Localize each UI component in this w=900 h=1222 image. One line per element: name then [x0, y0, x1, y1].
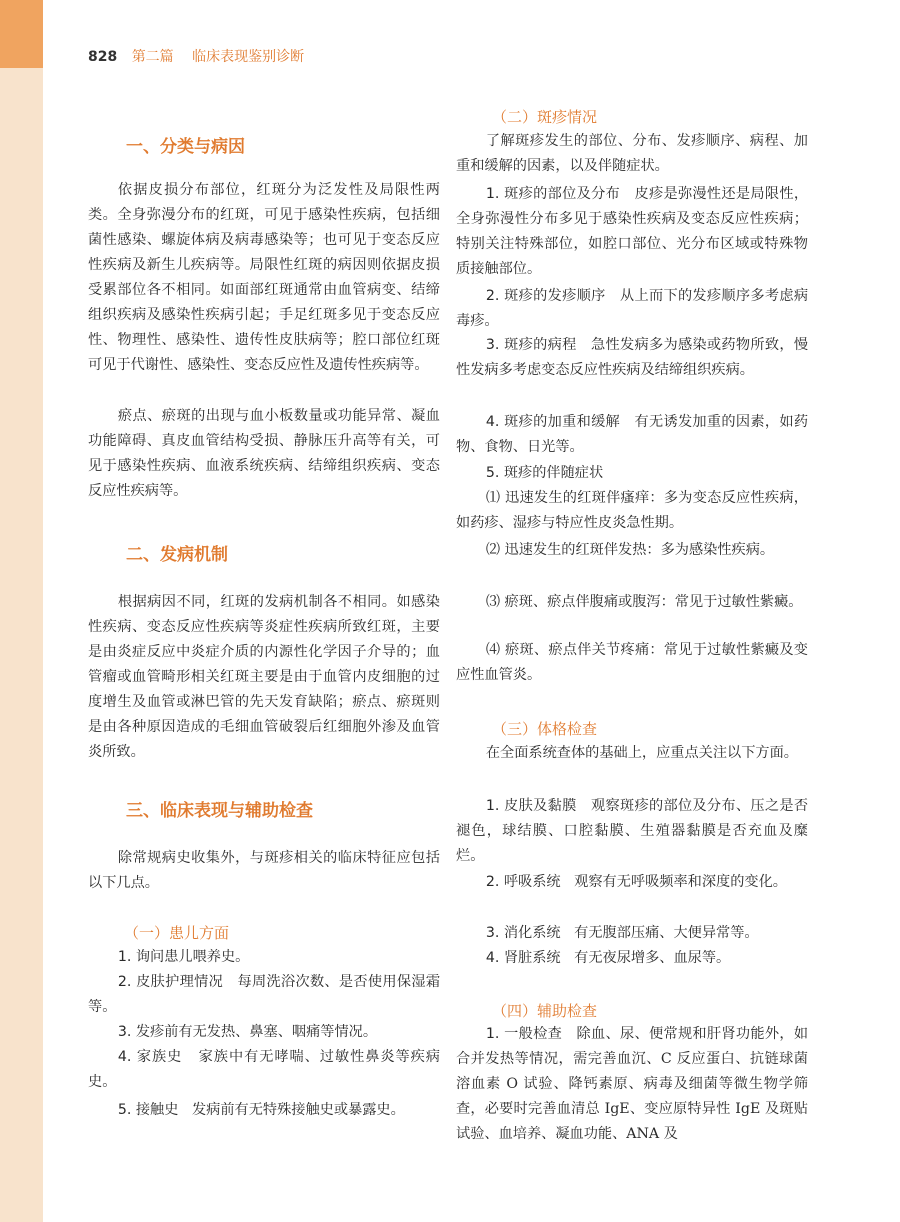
list-item [88, 1020, 440, 1045]
item-text: 观察有无呼吸频率和深度的变化。 [574, 874, 787, 890]
list-item [456, 333, 808, 383]
item-text: 发病前有无特殊接触史或暴露史。 [191, 1102, 405, 1118]
paragraph: 除常规病史收集外，与斑疹相关的临床特征应包括以下几点。 [88, 850, 440, 891]
item-text: 有无夜尿增多、血尿等。 [574, 950, 731, 966]
paragraph: 了解斑疹发生的部位、分布、发疹顺序、病程、加重和缓解的因素，以及伴随症状。 [456, 133, 808, 174]
list-item [88, 970, 440, 1020]
item-label: 3. 消化系统 [485, 925, 561, 941]
subsection-title: （三）体格检查 [492, 720, 598, 738]
item-text: 有无腹部压痛、大便异常等。 [574, 925, 759, 941]
item-text: 有无诱发加重的因素，如药物、食物、日光等。 [456, 414, 809, 455]
item-label: 4. 斑疹的加重和缓解 [485, 414, 621, 430]
item-text: 观察斑疹的部位及分布、压之是否褪色，球结膜、口腔黏膜、生殖器黏膜是否充血及糜烂。 [456, 798, 809, 864]
section-title: 二、发病机制 [126, 545, 228, 565]
list-item [456, 1022, 808, 1147]
item-text: 急性发病多为感染或药物所致，慢性发病多考虑变态反应性疾病及结缔组织疾病。 [456, 337, 809, 378]
section-title: 一、分类与病因 [126, 137, 245, 157]
list-item [456, 182, 808, 282]
chapter-title: 临床表现鉴别诊断 [192, 49, 305, 65]
symptom-item: ⑶ 瘀斑、瘀点伴腹痛或腹泻：常见于过敏性紫癜。 [485, 594, 803, 610]
item-label: 2. 斑疹的发疹顺序 [485, 288, 606, 304]
item-label: 1. 询问患儿喂养史。 [117, 949, 250, 965]
item-text: 除血、尿、便常规和肝肾功能外，如合并发热等情况，需完善血沉、C 反应蛋白、抗链球菌溶血素 O 试验、降钙素原、病毒及细菌等微生物学筛查，必要时完善血清总 IgE、变应原特异性 IgE 及斑贴试验、血培养、凝血功能、ANA 及 [456, 1026, 809, 1142]
item-text: 皮疹是弥漫性还是局限性，全身弥漫性分布多见于感染性疾病及变态反应性疾病；特别关注特殊部位，如腔口部位、光分布区域或特殊物质接触部位。 [456, 186, 809, 277]
side-bar [0, 0, 43, 1222]
item-label: 1. 斑疹的部位及分布 [485, 186, 621, 202]
part-label: 第二篇 [131, 49, 174, 65]
list-item [456, 461, 808, 486]
item-text: 从上而下的发疹顺序多考虑病毒疹。 [456, 288, 809, 329]
item-label: 3. 斑疹的病程 [485, 337, 577, 353]
subsection-title: （一）患儿方面 [124, 924, 230, 942]
item-label: 4. 家族史 [117, 1049, 183, 1065]
list-item [88, 1045, 440, 1095]
list-item [88, 1098, 440, 1123]
paragraph: 依据皮损分布部位，红斑分为泛发性及局限性两类。全身弥漫分布的红斑，可见于感染性疾病，包括细菌性感染、螺旋体病及病毒感染等；也可见于变态反应性疾病及新生儿疾病等。局限性红斑的病因则依据皮损受累部位各不相同。如面部红斑通常由血管病变、结缔组织疾病及感染性疾病引起；手足红斑多见于变态反应性、物理性、感染性、遗传性皮肤病等；腔口部位红斑可见于代谢性、感染性、变态反应性及遗传性疾病等。 [88, 182, 440, 373]
subsection-title: （二）斑疹情况 [492, 108, 598, 126]
subsection-title: （四）辅助检查 [492, 1002, 598, 1020]
item-text: 家族中有无哮喘、过敏性鼻炎等疾病史。 [88, 1049, 440, 1090]
list-item [456, 946, 808, 971]
list-item [456, 284, 808, 334]
item-label: 2. 皮肤护理情况 [117, 974, 224, 990]
symptom-item: ⑴ 迅速发生的红斑伴瘙痒：多为变态反应性疾病，如药疹、湿疹与特应性皮炎急性期。 [456, 490, 808, 531]
list-item [456, 410, 808, 460]
paragraph: 瘀点、瘀斑的出现与血小板数量或功能异常、凝血功能障碍、真皮血管结构受损、静脉压升高等有关，可见于感染性疾病、血液系统疾病、结缔组织疾病、变态反应性疾病等。 [88, 408, 440, 499]
section-title: 三、临床表现与辅助检查 [126, 801, 313, 821]
item-label: 3. 发疹前有无发热、鼻塞、咽痛等情况。 [117, 1024, 378, 1040]
list-item [456, 921, 808, 946]
symptom-item: ⑷ 瘀斑、瘀点伴关节疼痛：常见于过敏性紫癜及变应性血管炎。 [456, 642, 808, 683]
list-item [456, 794, 808, 869]
side-tab [0, 0, 43, 68]
item-text: 每周洗浴次数、是否使用保湿霜等。 [88, 974, 441, 1015]
symptom-item: ⑵ 迅速发生的红斑伴发热：多为感染性疾病。 [485, 542, 775, 558]
running-header [88, 46, 304, 68]
item-label: 5. 斑疹的伴随症状 [485, 465, 604, 481]
page-number: 828 [88, 49, 118, 65]
item-label: 1. 一般检查 [485, 1026, 563, 1042]
list-item [88, 945, 440, 970]
item-label: 2. 呼吸系统 [485, 874, 561, 890]
item-label: 1. 皮肤及黏膜 [485, 798, 577, 814]
item-label: 5. 接触史 [117, 1102, 179, 1118]
item-label: 4. 肾脏系统 [485, 950, 561, 966]
paragraph: 在全面系统查体的基础上，应重点关注以下方面。 [485, 745, 798, 761]
list-item [456, 870, 808, 895]
paragraph: 根据病因不同，红斑的发病机制各不相同。如感染性疾病、变态反应性疾病等炎症性疾病所致红斑，主要是由炎症反应中炎症介质的内源性化学因子介导的；血管瘤或血管畸形相关红斑主要是由于血管内皮细胞的过度增生及血管或淋巴管的先天发育缺陷；瘀点、瘀斑则是由各种原因造成的毛细血管破裂后红细胞外渗及血管炎所致。 [88, 594, 440, 760]
